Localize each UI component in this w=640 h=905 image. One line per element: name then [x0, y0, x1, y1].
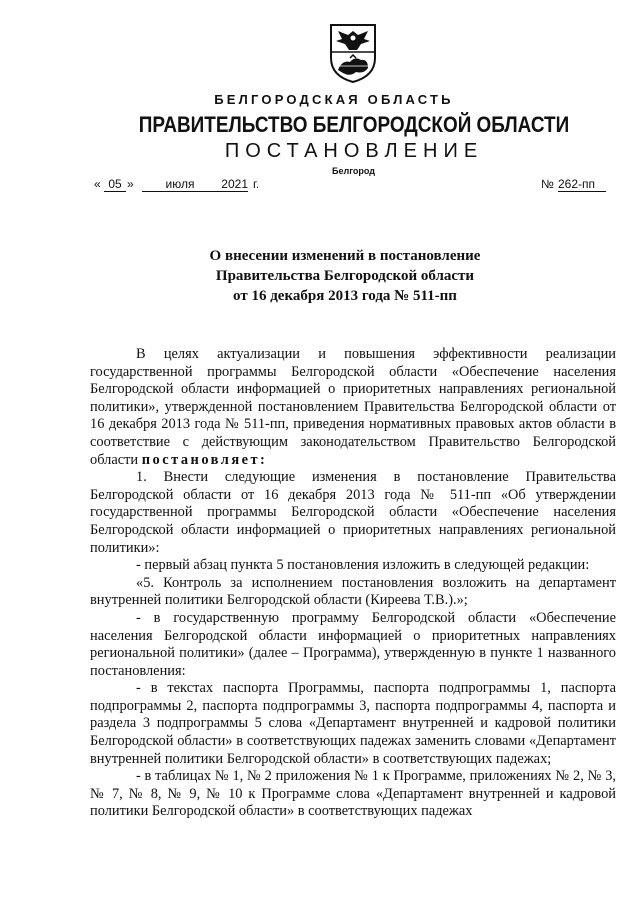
coat-of-arms-emblem	[328, 22, 378, 84]
paragraph-text: В целях актуализации и повышения эффективности реализации государственной программы Белгородской области «Обеспечение населения Белгородской области информацией о приоритетных направлениях региональной политики», утвержденной постановлением Правительства Белгородской области от 16 декабря 2013 года № 511-пп, приведения нормативных правовых актов области в соответствие с действующим законодательством Правительство Белгородской области	[90, 346, 616, 468]
document-type: ПОСТАНОВЛЕНИЕ	[224, 140, 484, 162]
body-paragraph: - первый абзац пункта 5 постановления изложить в следующей редакции:	[136, 557, 590, 574]
body-paragraph: 1. Внести следующие изменения в постановление Правительства Белгородской области от 16 декабря 2013 года № 511-пп «Об утверждении государственной программы Белгородской области «Обеспечение населения Белгородской области информацией о приоритетных направлениях региональной политики»:	[90, 469, 616, 556]
body-paragraph	[90, 346, 616, 469]
body-paragraph: - в государственную программу Белгородской области «Обеспечение населения Белгородской области информацией о приоритетных направлениях региональной политики» (далее – Программа), утвержденную в пункте 1 названного постановления:	[90, 609, 616, 679]
date-month: июля	[142, 177, 218, 192]
day-close-quote: »	[127, 177, 134, 191]
region-heading: БЕЛГОРОДСКАЯ ОБЛАСТЬ	[214, 92, 454, 107]
resolve-keyword: постановляет:	[141, 451, 268, 468]
city-label: Белгород	[332, 166, 375, 176]
year-suffix: г.	[253, 177, 260, 191]
date-number-line	[94, 177, 614, 197]
date-year: 2021	[218, 177, 248, 192]
title-line-3: от 16 декабря 2013 года № 511-пп	[233, 288, 457, 304]
body-paragraph: - в таблицах № 1, № 2 приложения № 1 к Программе, приложениях № 2, № 3, № 7, № 8, № 9, № 10 к Программе слова «Департамент внутренней и кадровой политики Белгородской области» в соответствующих падежах	[90, 768, 616, 820]
document-body	[90, 346, 616, 821]
government-heading: ПРАВИТЕЛЬСТВО БЕЛГОРОДСКОЙ ОБЛАСТИ	[138, 112, 570, 137]
title-line-2: Правительства Белгородской области	[215, 268, 475, 284]
date-day: 05	[104, 177, 126, 192]
document-title	[0, 246, 640, 306]
document-number: 262-пп	[558, 177, 606, 192]
day-open-quote: «	[94, 177, 101, 191]
title-line-1: О внесении изменений в постановление	[209, 248, 481, 264]
body-paragraph: «5. Контроль за исполнением постановления возложить на департамент внутренней политики Белгородской области (Киреева Т.В.).»;	[90, 574, 616, 609]
number-label: №	[541, 177, 554, 191]
body-paragraph: - в текстах паспорта Программы, паспорта подпрограммы 1, паспорта подпрограммы 2, паспорта подпрограммы 3, паспорта подпрограммы 4, паспорта и раздела 3 подпрограммы 5 слова «Департамент внутренней и кадровой политики Белгородской области» в соответствующих падежах заменить словами «Департамент внутренней политики Белгородской области» в соответствующих падежах;	[90, 680, 616, 767]
